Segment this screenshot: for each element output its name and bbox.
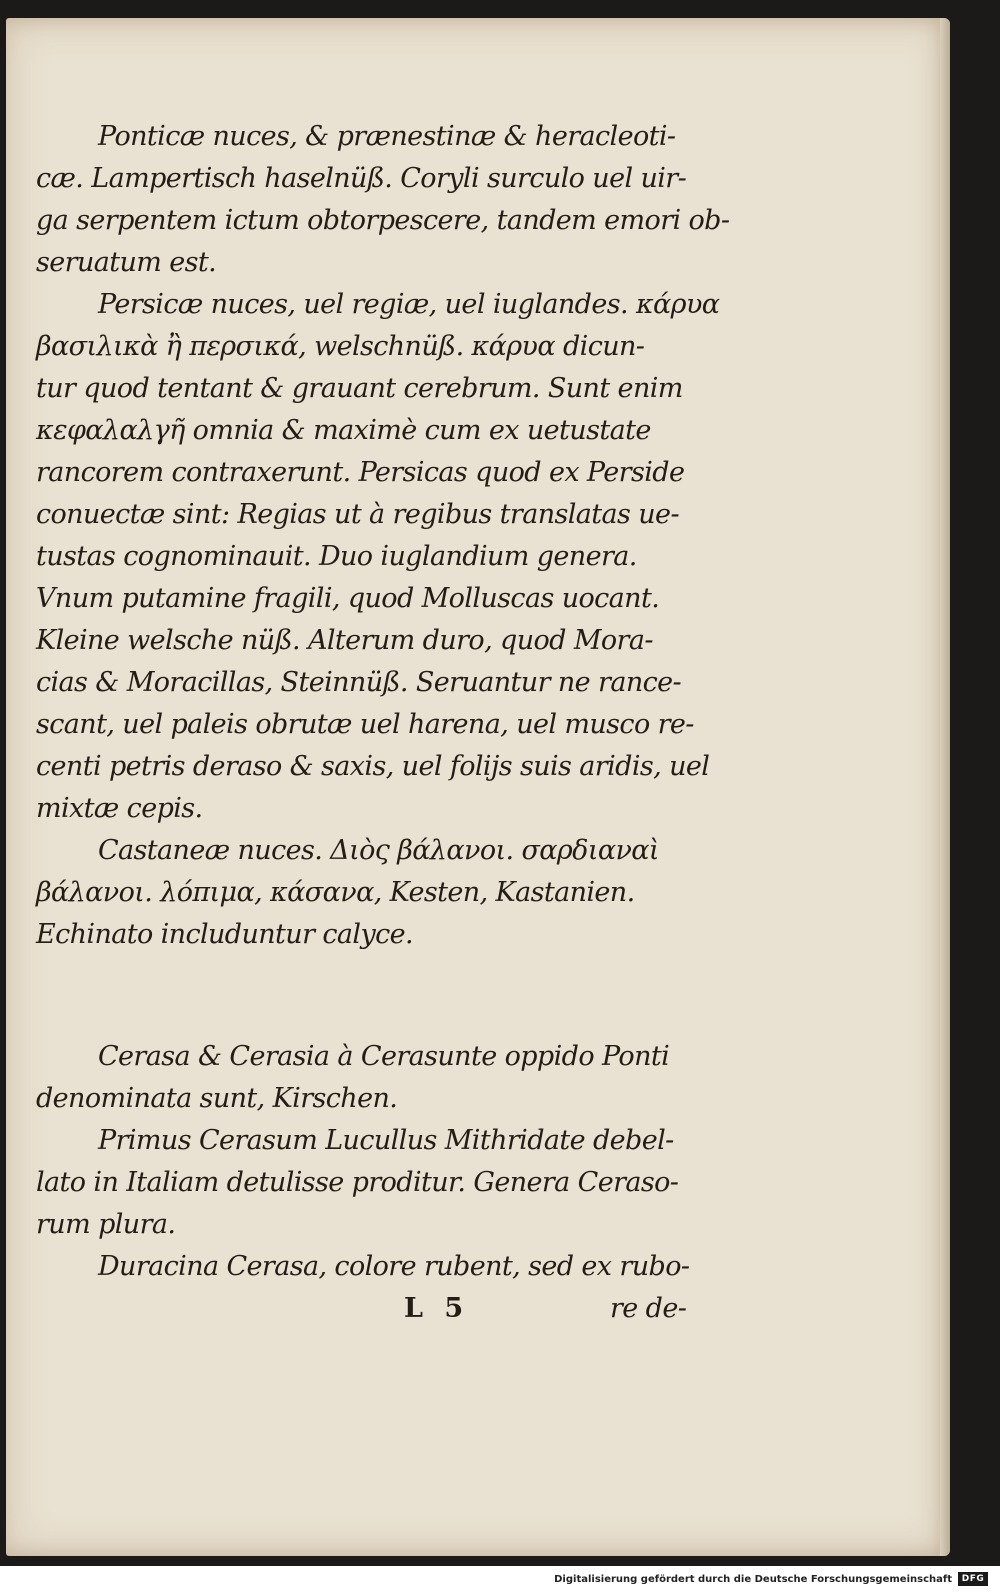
text-line: Castaneæ nuces. Διὸς βάλανοι. σαρδιαναὶ xyxy=(98,835,659,866)
page-text xyxy=(36,116,730,1330)
signature-mark: L 5 xyxy=(404,1293,470,1324)
text-line: κεφαλαλγῆ omnia & maximè cum ex uetustate xyxy=(36,415,651,446)
page-edge xyxy=(940,18,950,1556)
text-line: Primus Cerasum Lucullus Mithridate debel- xyxy=(98,1125,674,1156)
text-line: cias & Moracillas, Steinnüß. Seruantur ne rance- xyxy=(36,667,682,698)
text-line: Persicæ nuces, uel regiæ, uel iuglandes. κάρυα xyxy=(98,289,720,320)
text-line: Vnum putamine fragili, quod Molluscas uocant. xyxy=(36,583,660,614)
text-line: Cerasa & Cerasia à Cerasunte oppido Ponti xyxy=(98,1041,670,1072)
funding-credit: Digitalisierung gefördert durch die Deutsche Forschungsgemeinschaft xyxy=(554,1574,952,1585)
text-line: scant, uel paleis obrutæ uel harena, uel musco re- xyxy=(36,709,694,740)
book-page xyxy=(6,18,950,1556)
text-line: centi petris deraso & saxis, uel folijs suis aridis, uel xyxy=(36,751,710,782)
text-line: Duracina Cerasa, colore rubent, sed ex rubo- xyxy=(98,1251,690,1282)
text-line: tur quod tentant & grauant cerebrum. Sunt enim xyxy=(36,373,683,404)
text-line: mixtæ cepis. xyxy=(36,793,203,824)
text-line: denominata sunt, Kirschen. xyxy=(36,1083,398,1114)
text-line: rum plura. xyxy=(36,1209,176,1240)
text-line: Kleine welsche nüß. Alterum duro, quod Mora- xyxy=(36,625,653,656)
text-line: cæ. Lampertisch haselnüß. Coryli surculo uel uir- xyxy=(36,163,687,194)
paragraph-gap xyxy=(36,956,726,1036)
text-line: tustas cognominauit. Duo iuglandium genera. xyxy=(36,541,637,572)
text-line: βασιλικὰ ἢ περσικά, welschnüß. κάρυα dicun- xyxy=(36,331,645,362)
text-line: βάλανοι. λόπιμα, κάσανα, Kesten, Kastanien. xyxy=(36,877,635,908)
text-line: lato in Italiam detulisse proditur. Genera Ceraso- xyxy=(36,1167,679,1198)
text-line: rancorem contraxerunt. Persicas quod ex Perside xyxy=(36,457,685,488)
text-line: Ponticæ nuces, & prænestinæ & heracleoti- xyxy=(98,121,676,152)
text-line: ga serpentem ictum obtorpescere, tandem emori ob- xyxy=(36,205,730,236)
dfg-logo: DFG xyxy=(958,1572,988,1586)
text-line: Echinato includuntur calyce. xyxy=(36,919,413,950)
text-line: seruatum est. xyxy=(36,247,217,278)
signature-line xyxy=(36,1288,726,1330)
catchword: re de- xyxy=(610,1293,687,1324)
text-line: conuectæ sint: Regias ut à regibus translatas ue- xyxy=(36,499,679,530)
